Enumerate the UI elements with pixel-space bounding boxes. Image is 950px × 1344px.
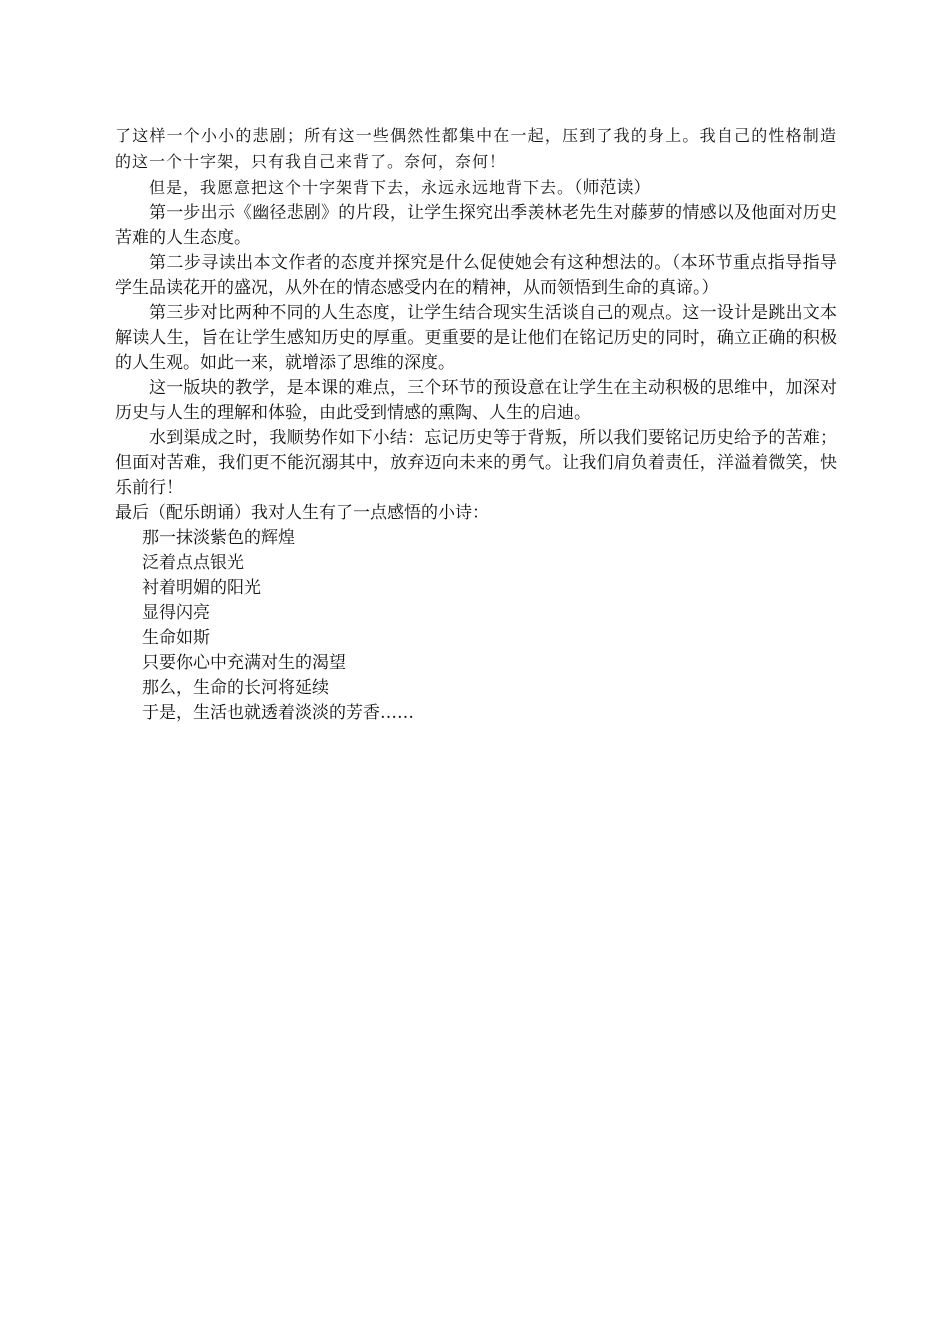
- poem-line: 显得闪亮: [142, 603, 210, 623]
- poem-line: 衬着明媚的阳光: [142, 578, 261, 598]
- paragraph-step-three: 第三步对比两种不同的人生态度，让学生结合现实生活谈自己的观点。这一设计是跳出文本解读人生，旨在让学生感知历史的厚重。更重要的是让他们在铭记历史的同时，确立正确的积极的人生观。如此一来，就增添了思维的深度。: [115, 303, 837, 373]
- quoted-text: 但是，我愿意把这个十字架背下去，永远永远地背下去。: [149, 178, 575, 197]
- paragraph-quote-ending: [115, 175, 837, 201]
- poem-line: 生命如斯: [142, 628, 210, 648]
- paragraph-poem-intro: 最后（配乐朗诵）我对人生有了一点感悟的小诗：: [115, 503, 489, 523]
- paragraph-step-two: 第二步寻读出本文作者的态度并探究是什么促使她会有这种想法的。（本环节重点指导指导学生品读花开的盛况，从外在的情态感受内在的精神，从而领悟到生命的真谛。）: [115, 253, 837, 298]
- poem-line: 泛着点点银光: [142, 553, 244, 573]
- document-body: [115, 123, 837, 726]
- paragraph-quote-continuation: [115, 123, 837, 175]
- paragraph-section-summary: 这一版块的教学，是本课的难点，三个环节的预设意在让学生在主动积极的思维中，加深对历史与人生的理解和体验，由此受到情感的熏陶、人生的启迪。: [115, 378, 837, 423]
- paragraph-conclusion: 水到渠成之时，我顺势作如下小结：忘记历史等于背叛，所以我们要铭记历史给予的苦难；但面对苦难，我们更不能沉溺其中，放弃迈向未来的勇气。让我们肩负着责任，洋溢着微笑，快乐前行！: [115, 428, 837, 498]
- reading-note: （师范读）: [574, 178, 651, 198]
- poem: [115, 526, 837, 726]
- poem-line: 那一抹淡紫色的辉煌: [142, 528, 295, 548]
- poem-line: 那么，生命的长河将延续: [142, 678, 329, 698]
- paragraph-step-one: 第一步出示《幽径悲剧》的片段，让学生探究出季羡林老先生对藤萝的情感以及他面对历史苦难的人生态度。: [115, 203, 837, 248]
- poem-line: 只要你心中充满对生的渴望: [142, 653, 346, 673]
- quoted-text: 了这样一个小小的悲剧；所有这一些偶然性都集中在一起，压到了我的身上。我自己的性格制造的这一个十字架，只有我自己来背了。奈何，奈何！: [115, 126, 837, 171]
- poem-line: 于是，生活也就透着淡淡的芳香……: [142, 703, 414, 723]
